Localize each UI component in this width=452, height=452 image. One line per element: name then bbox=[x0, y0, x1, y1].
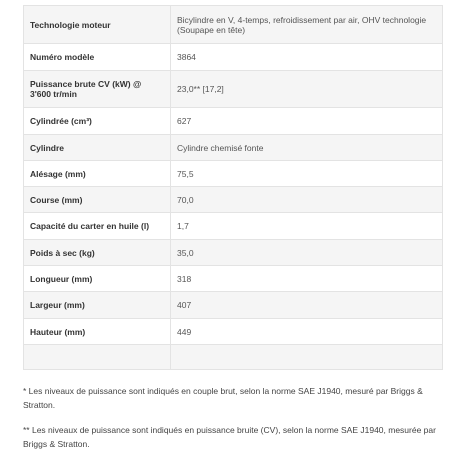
table-row bbox=[24, 108, 443, 135]
table-row bbox=[24, 135, 443, 161]
table-row bbox=[24, 240, 443, 266]
spec-value: 75,5 bbox=[171, 161, 443, 187]
table-row bbox=[24, 6, 443, 44]
table-row bbox=[24, 345, 443, 370]
spec-value: 3864 bbox=[171, 44, 443, 71]
spec-label: Poids à sec (kg) bbox=[24, 240, 171, 266]
spec-label: Alésage (mm) bbox=[24, 161, 171, 187]
spec-value: 318 bbox=[171, 266, 443, 292]
spec-value: 70,0 bbox=[171, 187, 443, 213]
spec-label: Cylindre bbox=[24, 135, 171, 161]
spec-value: Bicylindre en V, 4-temps, refroidissement par air, OHV technologie (Soupape en tête) bbox=[171, 6, 443, 44]
table-row bbox=[24, 292, 443, 319]
spec-value: 23,0** [17,2] bbox=[171, 71, 443, 108]
spec-value: Cylindre chemisé fonte bbox=[171, 135, 443, 161]
spec-label: Largeur (mm) bbox=[24, 292, 171, 319]
spec-label: Capacité du carter en huile (l) bbox=[24, 213, 171, 240]
spec-label: Technologie moteur bbox=[24, 6, 171, 44]
spec-value: 35,0 bbox=[171, 240, 443, 266]
spec-value bbox=[171, 345, 443, 370]
spec-label: Course (mm) bbox=[24, 187, 171, 213]
spec-table bbox=[23, 5, 443, 370]
table-row bbox=[24, 187, 443, 213]
table-row bbox=[24, 44, 443, 71]
spec-value: 407 bbox=[171, 292, 443, 319]
spec-value: 449 bbox=[171, 319, 443, 345]
footnotes bbox=[23, 384, 439, 451]
spec-label: Cylindrée (cm³) bbox=[24, 108, 171, 135]
table-row bbox=[24, 71, 443, 108]
spec-label: Puissance brute CV (kW) @ 3'600 tr/min bbox=[24, 71, 171, 108]
table-row bbox=[24, 319, 443, 345]
spec-value: 1,7 bbox=[171, 213, 443, 240]
table-row bbox=[24, 213, 443, 240]
spec-label: Hauteur (mm) bbox=[24, 319, 171, 345]
spec-label: Numéro modèle bbox=[24, 44, 171, 71]
footnote-power: ** Les niveaux de puissance sont indiqués en puissance bruite (CV), selon la norme SAE J1940, mesurée par Briggs & Stratton. bbox=[23, 425, 436, 449]
spec-label bbox=[24, 345, 171, 370]
footnote-torque: * Les niveaux de puissance sont indiqués en couple brut, selon la norme SAE J1940, mesuré par Briggs & Stratton. bbox=[23, 386, 423, 410]
table-row bbox=[24, 161, 443, 187]
spec-value: 627 bbox=[171, 108, 443, 135]
table-row bbox=[24, 266, 443, 292]
spec-label: Longueur (mm) bbox=[24, 266, 171, 292]
